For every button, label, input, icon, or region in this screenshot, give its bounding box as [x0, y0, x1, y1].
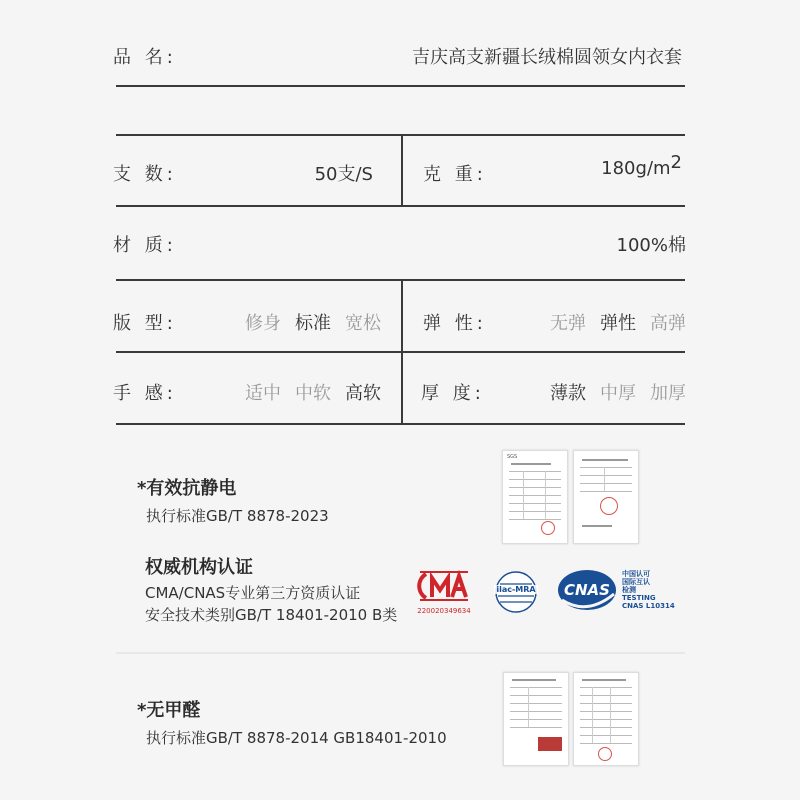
table-col-border	[401, 134, 403, 205]
formaldehyde-standard: 执行标准GB/T 8878-2014 GB18401-2010	[146, 729, 447, 747]
count-value: 50支/S	[314, 164, 373, 185]
cma-number: 220020349634	[417, 607, 471, 615]
count-label: 支 数:	[113, 164, 177, 185]
ilac-mra-logo	[494, 570, 538, 614]
cnas-text: CNAS	[564, 581, 610, 599]
cma-logo-icon	[416, 570, 472, 602]
cma-logo	[416, 570, 472, 614]
test-report-image	[502, 450, 568, 544]
fit-option-selected: 标准	[295, 313, 331, 334]
red-seal-icon	[538, 737, 562, 751]
feel-options	[245, 379, 381, 405]
cnas-logo	[556, 566, 618, 614]
red-stamp-icon	[598, 747, 612, 761]
weight-value: $180g/m^2$	[601, 152, 682, 179]
red-stamp-icon	[600, 497, 618, 515]
antistatic-title: *有效抗静电	[137, 478, 237, 499]
feel-option: 中软	[295, 383, 331, 404]
weight-label: 克 重:	[423, 164, 487, 185]
thickness-label: 厚 度:	[421, 383, 485, 404]
cnas-en-line: TESTING	[622, 594, 656, 602]
table-row-border	[116, 205, 685, 207]
feel-option-selected: 高软	[345, 383, 381, 404]
cnas-cn-line: 检测	[622, 586, 636, 594]
elastic-label: 弹 性:	[423, 313, 487, 334]
material-value: 100%棉	[616, 235, 686, 256]
table-col-border	[401, 279, 403, 423]
elastic-option: 高弹	[650, 313, 686, 334]
cnas-caption	[622, 570, 675, 610]
thickness-options	[550, 379, 686, 405]
cnas-cn-line: 国际互认	[622, 578, 650, 586]
test-report-image	[503, 672, 569, 766]
feel-label: 手 感:	[113, 383, 177, 404]
fit-options	[245, 309, 381, 335]
fit-option: 宽松	[345, 313, 381, 334]
authority-title: 权威机构认证	[145, 557, 253, 578]
fit-label: 版 型:	[113, 313, 177, 334]
elastic-options	[550, 309, 686, 335]
elastic-option: 无弹	[550, 313, 586, 334]
cnas-cn-line: 中国认可	[622, 570, 650, 578]
thickness-option: 加厚	[650, 383, 686, 404]
authority-line2: 安全技术类别GB/T 18401-2010 B类	[145, 606, 398, 624]
thickness-option: 中厚	[600, 383, 636, 404]
product-name-label: 品 名:	[113, 47, 177, 68]
elastic-option-selected: 弹性	[600, 313, 636, 334]
section-divider	[116, 652, 685, 654]
material-label: 材 质:	[113, 235, 177, 256]
table-bottom-border	[116, 423, 685, 425]
divider	[116, 85, 685, 87]
cnas-en-line: CNAS L10314	[622, 602, 675, 610]
thickness-option-selected: 薄款	[550, 383, 586, 404]
formaldehyde-title: *无甲醛	[137, 700, 201, 721]
test-report-image	[573, 450, 639, 544]
feel-option: 适中	[245, 383, 281, 404]
product-name-value: 吉庆高支新疆长绒棉圆领女内衣套	[412, 47, 682, 68]
fit-option: 修身	[245, 313, 281, 334]
antistatic-standard: 执行标准GB/T 8878-2023	[146, 507, 329, 525]
ilac-text: ilac-MRA	[494, 585, 538, 594]
sgs-mark: SGS	[507, 454, 518, 460]
authority-line1: CMA/CNAS专业第三方资质认证	[145, 584, 361, 602]
test-report-image	[573, 672, 639, 766]
red-stamp-icon	[541, 521, 555, 535]
